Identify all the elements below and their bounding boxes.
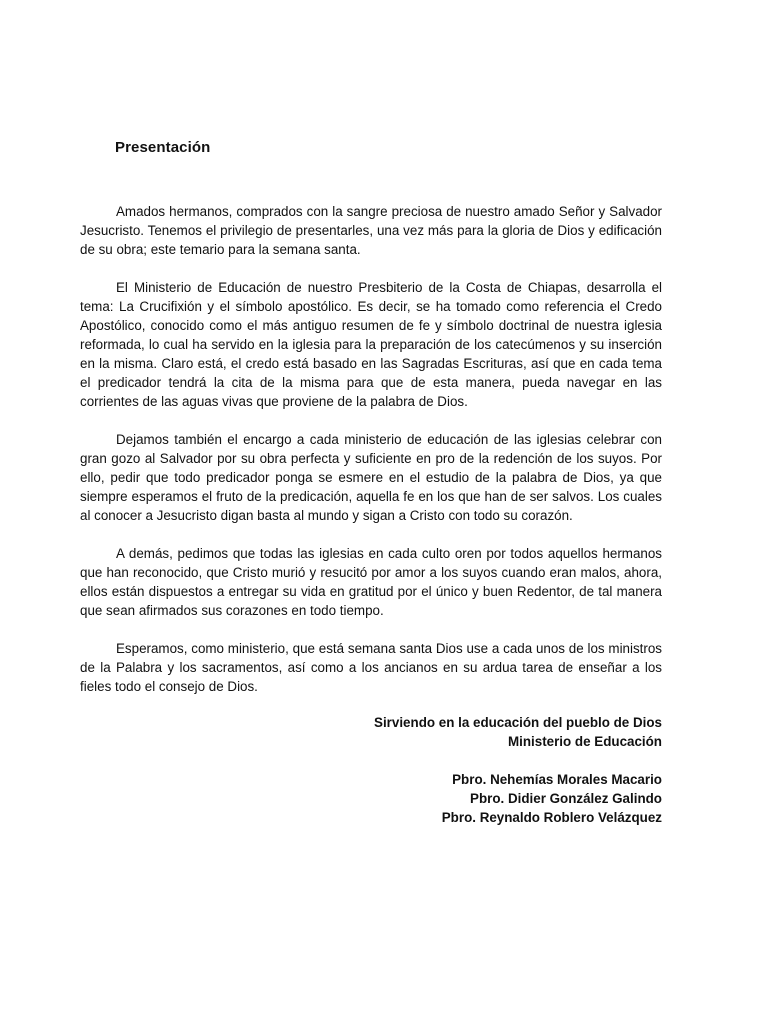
paragraph-prayer: A demás, pedimos que todas las iglesias en cada culto oren por todos aquellos hermanos que han reconocido, que Cristo murió y resucitó por amor a los suyos cuando eran malos, ahora, ellos están dispuestos a entregar su vida en gratitud por el único y buen Redentor, de tal manera que sean afirmados sus corazones en todo tiempo. [80, 546, 662, 618]
signature-department: Ministerio de Educación [507, 734, 662, 749]
signer-name: Pbro. Didier González Galindo [470, 791, 662, 806]
paragraph-closing: Esperamos, como ministerio, que está semana santa Dios use a cada unos de los ministros de la Palabra y los sacramentos, así como a los ancianos en su ardua tarea de enseñar a los fieles todo el consejo de Dios. [80, 641, 662, 694]
document-body [80, 202, 662, 715]
paragraph-greeting: Amados hermanos, comprados con la sangre preciosa de nuestro amado Señor y Salvador Jesucristo. Tenemos el privilegio de presentarles, una vez más para la gloria de Dios y edificación de su obra; este temario para la semana santa. [80, 204, 662, 257]
signer-name: Pbro. Nehemías Morales Macario [452, 772, 662, 787]
paragraph-ministry-theme: El Ministerio de Educación de nuestro Presbiterio de la Costa de Chiapas, desarrolla el tema: La Crucifixión y el símbolo apostólico. Es decir, se ha tomado como referencia el Credo Apostólico, conocido como el más antiguo resumen de fe y símbolo doctrinal de nuestra iglesia reformada, lo cual ha servido en la iglesia para la preparación de los catecúmenos y su inserción en la misma. Claro está, el credo está basado en las Sagradas Escrituras, así que en cada tema el predicador tendrá la cita de la misma para que de esta manera, pueda navegar en las corrientes de las aguas vivas que proviene de la palabra de Dios. [80, 280, 662, 409]
signature-motto: Sirviendo en la educación del pueblo de Dios [374, 715, 662, 730]
signature-block [80, 713, 662, 827]
signature-spacer [80, 751, 662, 770]
signer-name: Pbro. Reynaldo Roblero Velázquez [441, 810, 662, 825]
paragraph-request: Dejamos también el encargo a cada ministerio de educación de las iglesias celebrar con gran gozo al Salvador por su obra perfecta y suficiente en pro de la redención de los suyos. Por ello, pedir que todo predicador ponga se esmere en el estudio de la palabra de Dios, ya que siempre esperamos el fruto de la predicación, aquella fe en los que han de ser salvos. Los cuales al conocer a Jesucristo digan basta al mundo y sigan a Cristo con todo su corazón. [80, 432, 662, 523]
page-title: Presentación [115, 139, 211, 156]
